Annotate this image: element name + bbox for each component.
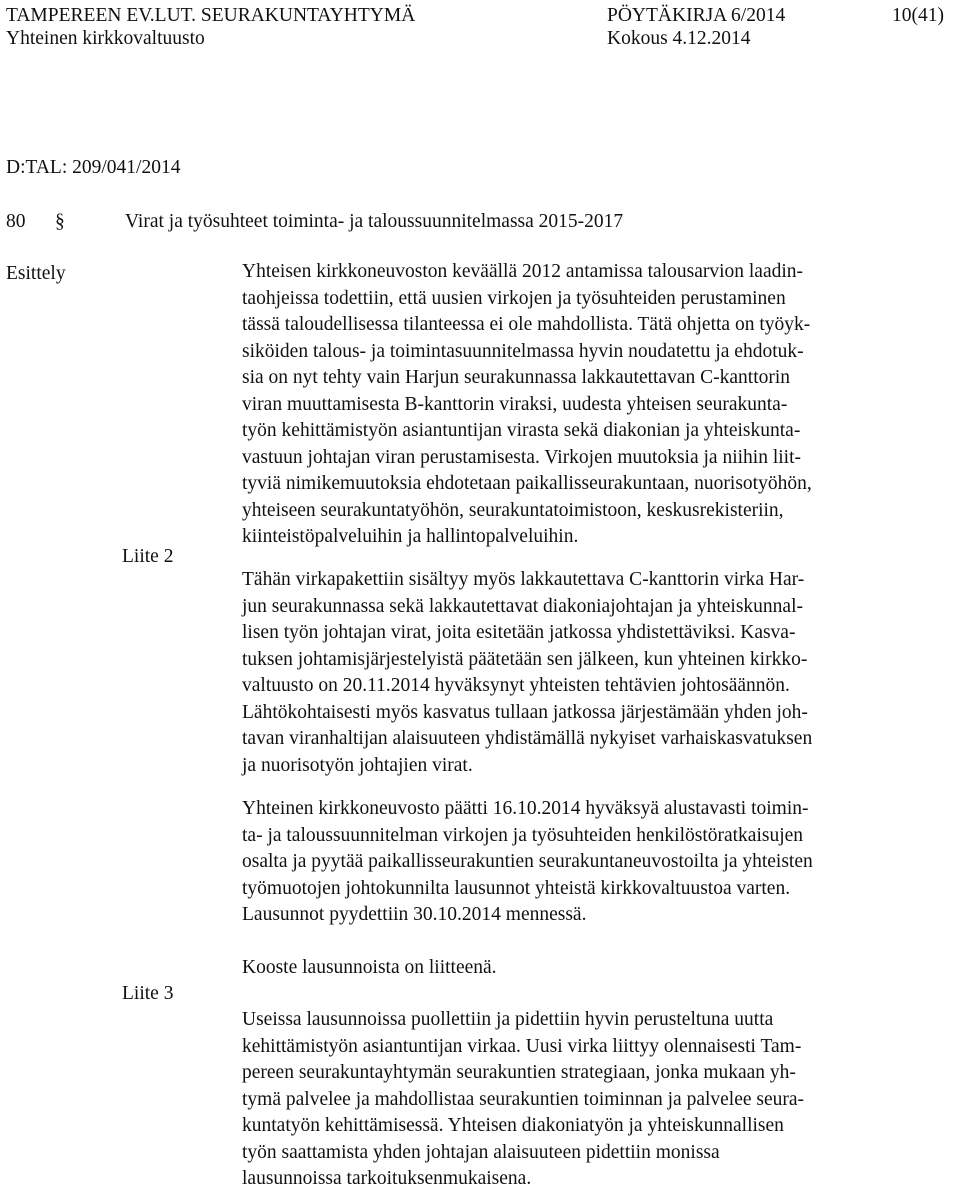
body-name: Yhteinen kirkkovaltuusto bbox=[6, 28, 205, 49]
text-line: lisen työn johtajan virat, joita esitetään jatkossa yhdistettäviksi. Kasva- bbox=[242, 622, 796, 643]
text-line: työn kehittämistyön asiantuntijan virasta sekä diakonian ja yhteiskunta- bbox=[242, 420, 801, 441]
text-line: Yhteinen kirkkoneuvosto päätti 16.10.2014 hyväksyä alustavasti toimin- bbox=[242, 798, 809, 819]
attachment-3-label: Liite 3 bbox=[122, 983, 174, 1004]
text-line: valtuusto on 20.11.2014 hyväksynyt yhteisten tehtävien johtosäännön. bbox=[242, 675, 790, 696]
section-title: Virat ja työsuhteet toiminta- ja taloussuunnitelmassa 2015-2017 bbox=[125, 211, 624, 232]
text-line: Lähtökohtaisesti myös kasvatus tullaan jatkossa järjestämään yhden joh- bbox=[242, 701, 808, 723]
text-line: Yhteisen kirkkoneuvoston keväällä 2012 antamissa talousarvion laadin- bbox=[242, 261, 804, 282]
text-line: vastuun johtajan viran perustamisesta. Virkojen muutoksia ja niihin liit- bbox=[242, 446, 801, 468]
text-line: pereen seurakuntayhtymän seurakuntien strategiaan, jonka mukaan yh- bbox=[242, 1062, 796, 1083]
document-type: PÖYTÄKIRJA 6/2014 bbox=[607, 5, 786, 26]
attachment-2-label: Liite 2 bbox=[122, 546, 174, 567]
organization-name: TAMPEREEN EV.LUT. SEURAKUNTAYHTYMÄ bbox=[6, 5, 416, 26]
paragraph-4 bbox=[242, 955, 902, 982]
section-number: 80 bbox=[6, 211, 26, 232]
text-line: Tähän virkapakettiin sisältyy myös lakkautettava C-kanttorin virka Har- bbox=[242, 569, 805, 590]
paragraph-2 bbox=[242, 567, 902, 779]
text-line: tuksen johtamisjärjestelyistä päätetään sen jälkeen, kun yhteinen kirkko- bbox=[242, 648, 808, 670]
text-line: jun seurakunnassa sekä lakkautettavat diakoniajohtajan ja yhteiskunnal- bbox=[242, 595, 803, 617]
text-line: siköiden talous- ja toimintasuunnitelmassa hyvin noudatettu ja ehdotuk- bbox=[242, 340, 804, 362]
text-line: viran muuttamisesta B-kanttorin viraksi, uudesta yhteisen seurakunta- bbox=[242, 393, 788, 415]
text-line: kiinteistöpalveluihin ja hallintopalveluihin. bbox=[242, 526, 579, 547]
section-symbol: § bbox=[55, 211, 65, 232]
meeting-date: Kokous 4.12.2014 bbox=[607, 28, 751, 49]
text-line: sia on nyt tehty vain Harjun seurakunnassa lakkautettavan C-kanttorin bbox=[242, 367, 791, 388]
text-line: kehittämistyön asiantuntijan virkaa. Uusi virka liittyy olennaisesti Tam- bbox=[242, 1035, 802, 1057]
paragraph-5 bbox=[242, 1007, 902, 1193]
text-line: Lausunnot pyydettiin 30.10.2014 mennessä. bbox=[242, 904, 587, 925]
text-line: lausunnoissa tarkoituksenmukaisena. bbox=[242, 1168, 532, 1189]
presenter-label: Esittely bbox=[6, 263, 66, 284]
text-line: kuntatyön kehittämisessä. Yhteisen diakoniatyön ja yhteiskunnallisen bbox=[242, 1115, 784, 1136]
text-line: työmuotojen johtokunnilta lausunnot yhteistä kirkkovaltuustoa varten. bbox=[242, 877, 791, 899]
diary-number: D:TAL: 209/041/2014 bbox=[6, 157, 181, 178]
text-line: tymä palvelee ja mahdollistaa seurakuntien toiminnan ja palvelee seura- bbox=[242, 1088, 805, 1110]
paragraph-3 bbox=[242, 796, 902, 929]
text-line: ta- ja taloussuunnitelman virkojen ja työsuhteiden henkilöstöratkaisujen bbox=[242, 824, 804, 846]
text-line: tyviä nimikemuutoksia ehdotetaan paikallisseurakuntaan, nuorisotyöhön, bbox=[242, 473, 812, 494]
text-line: ja nuorisotyön johtajien virat. bbox=[242, 754, 473, 776]
page-number: 10(41) bbox=[892, 5, 944, 26]
text-line: yhteiseen seurakuntatyöhön, seurakuntatoimistoon, keskusrekisteriin, bbox=[242, 499, 784, 521]
text-line: osalta ja pyytää paikallisseurakuntien seurakuntaneuvostoilta ja yhteisten bbox=[242, 851, 813, 872]
text-line: Useissa lausunnoissa puollettiin ja pidettiin hyvin perusteltuna uutta bbox=[242, 1009, 774, 1030]
text-line: taohjeissa todettiin, että uusien virkojen ja työsuhteiden perustaminen bbox=[242, 287, 786, 309]
paragraph-1 bbox=[242, 259, 902, 551]
text-line: työn saattamista yhden johtajan alaisuuteen pidettiin monissa bbox=[242, 1141, 720, 1163]
text-line: tavan viranhaltijan alaisuuteen yhdistämällä nykyiset varhaiskasvatuksen bbox=[242, 728, 813, 749]
text-line: Kooste lausunnoista on liitteenä. bbox=[242, 957, 497, 978]
text-line: tässä taloudellisessa tilanteessa ei ole mahdollista. Tätä ohjetta on työyk- bbox=[242, 314, 811, 335]
